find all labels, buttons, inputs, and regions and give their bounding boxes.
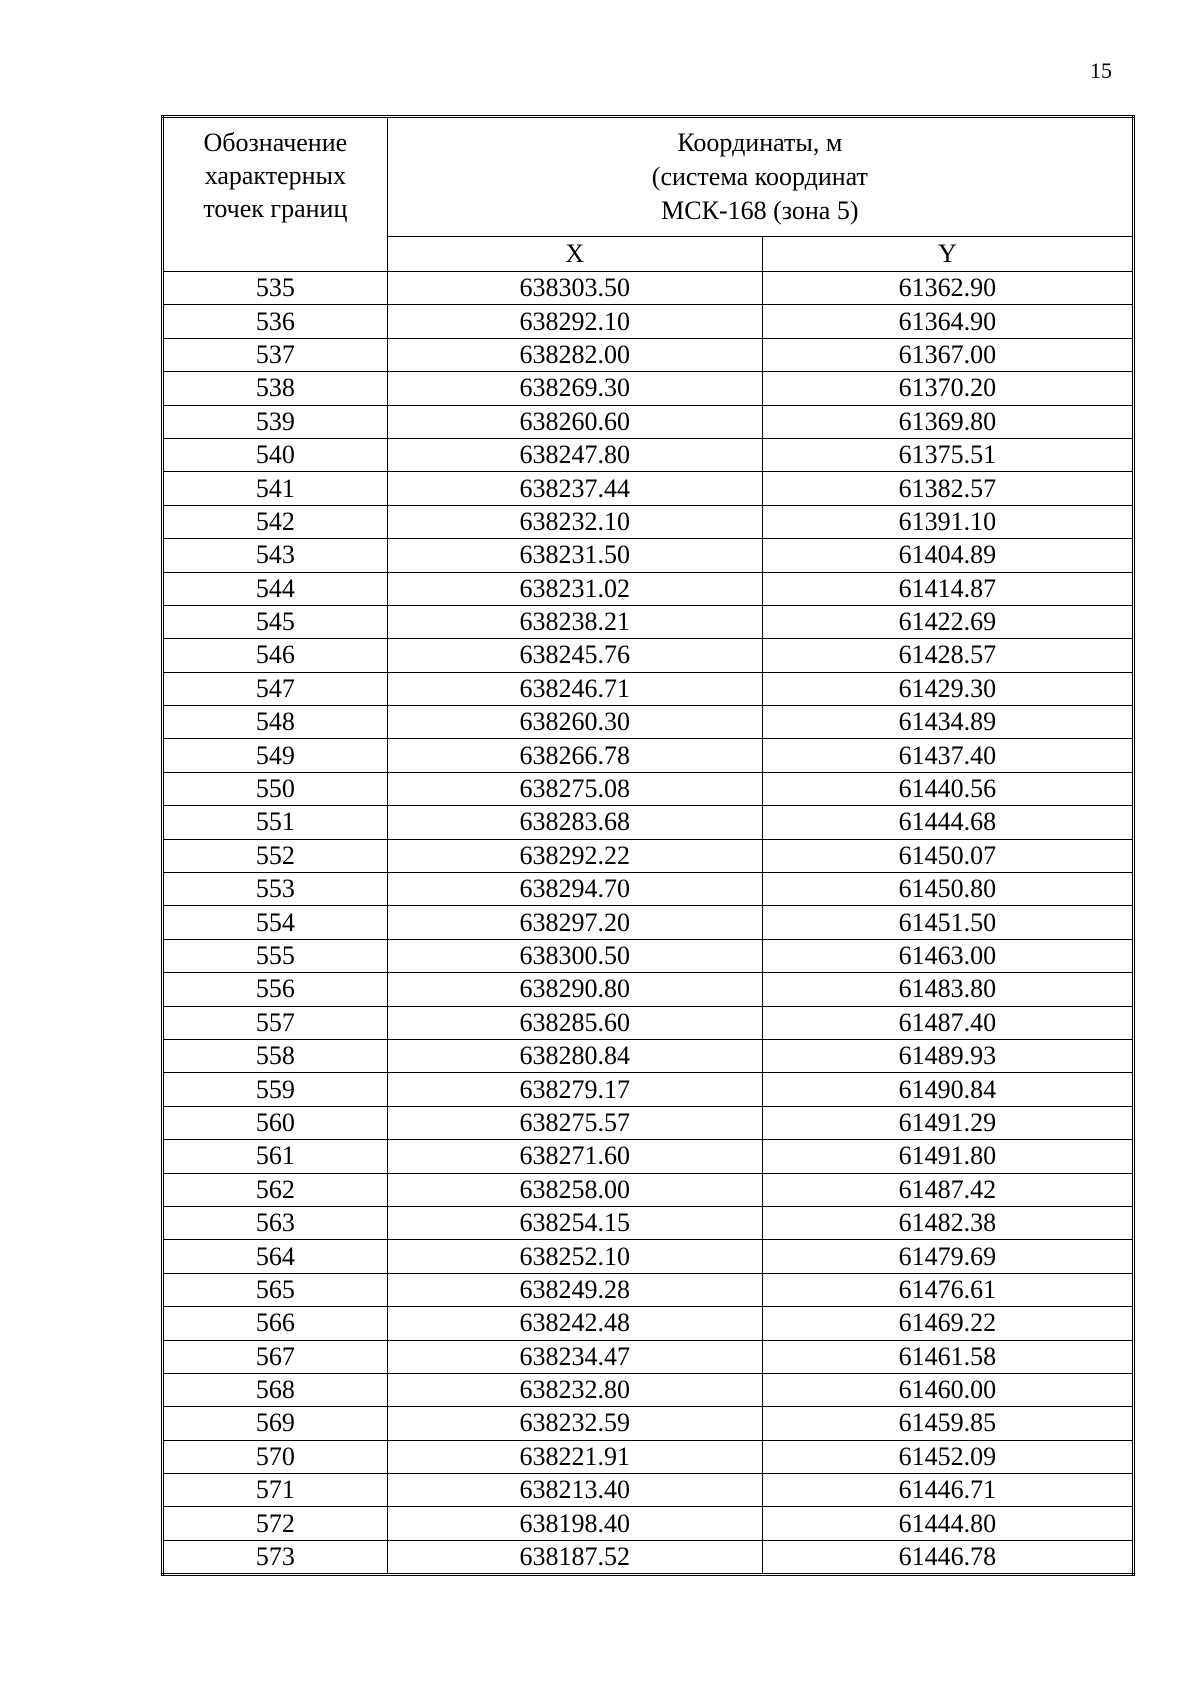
cell-y: 61489.93 <box>762 1039 1133 1072</box>
cell-y: 61440.56 <box>762 772 1133 805</box>
cell-point: 553 <box>163 873 388 906</box>
cell-y: 61452.09 <box>762 1440 1133 1473</box>
cell-y: 61446.78 <box>762 1540 1133 1574</box>
header-x: X <box>387 236 762 271</box>
cell-x: 638234.47 <box>387 1340 762 1373</box>
table-row <box>163 1440 1134 1473</box>
cell-x: 638292.22 <box>387 839 762 872</box>
header-point-line: характерных <box>204 161 346 190</box>
table-row <box>163 672 1134 705</box>
header-point-line: Обозначение <box>203 128 348 157</box>
cell-x: 638245.76 <box>387 639 762 672</box>
cell-y: 61483.80 <box>762 973 1133 1006</box>
cell-x: 638269.30 <box>387 372 762 405</box>
cell-point: 545 <box>163 605 388 638</box>
cell-y: 61491.80 <box>762 1140 1133 1173</box>
cell-x: 638238.21 <box>387 605 762 638</box>
cell-point: 562 <box>163 1173 388 1206</box>
cell-x: 638266.78 <box>387 739 762 772</box>
cell-point: 546 <box>163 639 388 672</box>
cell-point: 544 <box>163 572 388 605</box>
cell-point: 558 <box>163 1039 388 1072</box>
table-header <box>163 117 1134 272</box>
table-row <box>163 772 1134 805</box>
cell-point: 552 <box>163 839 388 872</box>
cell-x: 638213.40 <box>387 1474 762 1507</box>
header-coords-line: МСК-168 (зона 5) <box>661 196 859 225</box>
table-row <box>163 906 1134 939</box>
cell-point: 541 <box>163 472 388 505</box>
header-point-line: точек границ <box>203 194 348 223</box>
cell-y: 61476.61 <box>762 1273 1133 1306</box>
table-row <box>163 1006 1134 1039</box>
cell-y: 61459.85 <box>762 1407 1133 1440</box>
cell-point: 554 <box>163 906 388 939</box>
cell-x: 638285.60 <box>387 1006 762 1039</box>
cell-x: 638232.80 <box>387 1373 762 1406</box>
cell-y: 61450.80 <box>762 873 1133 906</box>
cell-y: 61444.80 <box>762 1507 1133 1540</box>
cell-point: 566 <box>163 1307 388 1340</box>
cell-point: 537 <box>163 338 388 371</box>
cell-point: 540 <box>163 438 388 471</box>
cell-y: 61382.57 <box>762 472 1133 505</box>
cell-x: 638237.44 <box>387 472 762 505</box>
table-row <box>163 1039 1134 1072</box>
table-row <box>163 305 1134 338</box>
table-row <box>163 973 1134 1006</box>
cell-point: 538 <box>163 372 388 405</box>
cell-point: 535 <box>163 272 388 305</box>
cell-point: 550 <box>163 772 388 805</box>
cell-point: 536 <box>163 305 388 338</box>
table-row <box>163 1073 1134 1106</box>
cell-x: 638246.71 <box>387 672 762 705</box>
cell-y: 61429.30 <box>762 672 1133 705</box>
cell-y: 61370.20 <box>762 372 1133 405</box>
cell-x: 638260.30 <box>387 706 762 739</box>
cell-x: 638279.17 <box>387 1073 762 1106</box>
cell-x: 638303.50 <box>387 272 762 305</box>
cell-y: 61444.68 <box>762 806 1133 839</box>
cell-y: 61404.89 <box>762 539 1133 572</box>
cell-point: 559 <box>163 1073 388 1106</box>
cell-x: 638258.00 <box>387 1173 762 1206</box>
table-row <box>163 472 1134 505</box>
cell-point: 551 <box>163 806 388 839</box>
cell-point: 572 <box>163 1507 388 1540</box>
table-row <box>163 1206 1134 1239</box>
cell-y: 61369.80 <box>762 405 1133 438</box>
cell-x: 638283.68 <box>387 806 762 839</box>
table-row <box>163 539 1134 572</box>
cell-y: 61367.00 <box>762 338 1133 371</box>
cell-point: 549 <box>163 739 388 772</box>
cell-point: 563 <box>163 1206 388 1239</box>
cell-y: 61460.00 <box>762 1373 1133 1406</box>
cell-y: 61428.57 <box>762 639 1133 672</box>
cell-x: 638231.50 <box>387 539 762 572</box>
cell-y: 61479.69 <box>762 1240 1133 1273</box>
cell-point: 571 <box>163 1474 388 1507</box>
table-row <box>163 1373 1134 1406</box>
cell-x: 638297.20 <box>387 906 762 939</box>
cell-y: 61487.42 <box>762 1173 1133 1206</box>
cell-x: 638221.91 <box>387 1440 762 1473</box>
cell-point: 568 <box>163 1373 388 1406</box>
cell-x: 638275.57 <box>387 1106 762 1139</box>
table-row <box>163 873 1134 906</box>
cell-x: 638282.00 <box>387 338 762 371</box>
cell-x: 638232.10 <box>387 505 762 538</box>
cell-point: 567 <box>163 1340 388 1373</box>
cell-point: 565 <box>163 1273 388 1306</box>
cell-point: 560 <box>163 1106 388 1139</box>
table-row <box>163 605 1134 638</box>
cell-point: 573 <box>163 1540 388 1574</box>
cell-y: 61364.90 <box>762 305 1133 338</box>
cell-point: 569 <box>163 1407 388 1440</box>
cell-y: 61375.51 <box>762 438 1133 471</box>
page-number: 15 <box>1090 58 1112 83</box>
cell-y: 61451.50 <box>762 906 1133 939</box>
header-coords-line: Координаты, м <box>677 128 843 157</box>
cell-x: 638260.60 <box>387 405 762 438</box>
cell-x: 638231.02 <box>387 572 762 605</box>
table-row <box>163 739 1134 772</box>
table-row <box>163 1507 1134 1540</box>
cell-y: 61482.38 <box>762 1206 1133 1239</box>
table-row <box>163 1140 1134 1173</box>
table-row <box>163 1474 1134 1507</box>
table-row <box>163 839 1134 872</box>
table-row <box>163 1340 1134 1373</box>
cell-point: 561 <box>163 1140 388 1173</box>
cell-x: 638275.08 <box>387 772 762 805</box>
table-row <box>163 1106 1134 1139</box>
cell-x: 638254.15 <box>387 1206 762 1239</box>
cell-y: 61434.89 <box>762 706 1133 739</box>
cell-y: 61446.71 <box>762 1474 1133 1507</box>
cell-y: 61450.07 <box>762 839 1133 872</box>
cell-x: 638290.80 <box>387 973 762 1006</box>
cell-point: 542 <box>163 505 388 538</box>
cell-point: 548 <box>163 706 388 739</box>
cell-x: 638249.28 <box>387 1273 762 1306</box>
cell-point: 547 <box>163 672 388 705</box>
cell-x: 638187.52 <box>387 1540 762 1574</box>
cell-point: 564 <box>163 1240 388 1273</box>
table-row <box>163 338 1134 371</box>
cell-y: 61469.22 <box>762 1307 1133 1340</box>
table-row <box>163 572 1134 605</box>
cell-x: 638280.84 <box>387 1039 762 1072</box>
table-row <box>163 1540 1134 1574</box>
cell-y: 61490.84 <box>762 1073 1133 1106</box>
cell-point: 539 <box>163 405 388 438</box>
cell-point: 543 <box>163 539 388 572</box>
table-row <box>163 1240 1134 1273</box>
cell-y: 61391.10 <box>762 505 1133 538</box>
table-body <box>163 272 1134 1575</box>
cell-x: 638242.48 <box>387 1307 762 1340</box>
cell-y: 61461.58 <box>762 1340 1133 1373</box>
cell-y: 61491.29 <box>762 1106 1133 1139</box>
cell-x: 638198.40 <box>387 1507 762 1540</box>
table-row <box>163 939 1134 972</box>
table-row <box>163 405 1134 438</box>
table-row <box>163 706 1134 739</box>
coordinates-table <box>161 115 1135 1576</box>
table-row <box>163 1307 1134 1340</box>
cell-y: 61463.00 <box>762 939 1133 972</box>
cell-y: 61422.69 <box>762 605 1133 638</box>
table-row <box>163 438 1134 471</box>
cell-y: 61362.90 <box>762 272 1133 305</box>
cell-point: 570 <box>163 1440 388 1473</box>
table-row <box>163 372 1134 405</box>
table-row <box>163 639 1134 672</box>
header-point-designation <box>163 117 388 272</box>
cell-x: 638247.80 <box>387 438 762 471</box>
table-row <box>163 1407 1134 1440</box>
cell-y: 61487.40 <box>762 1006 1133 1039</box>
cell-x: 638300.50 <box>387 939 762 972</box>
header-coords-line: (система координат <box>651 162 868 191</box>
table-row <box>163 1273 1134 1306</box>
table-row <box>163 505 1134 538</box>
header-coordinates <box>387 117 1133 237</box>
cell-x: 638252.10 <box>387 1240 762 1273</box>
table-row <box>163 272 1134 305</box>
cell-x: 638271.60 <box>387 1140 762 1173</box>
header-y: Y <box>762 236 1133 271</box>
cell-x: 638292.10 <box>387 305 762 338</box>
table-row <box>163 1173 1134 1206</box>
cell-point: 555 <box>163 939 388 972</box>
cell-x: 638294.70 <box>387 873 762 906</box>
cell-point: 557 <box>163 1006 388 1039</box>
cell-point: 556 <box>163 973 388 1006</box>
table-row <box>163 806 1134 839</box>
cell-x: 638232.59 <box>387 1407 762 1440</box>
cell-y: 61437.40 <box>762 739 1133 772</box>
cell-y: 61414.87 <box>762 572 1133 605</box>
